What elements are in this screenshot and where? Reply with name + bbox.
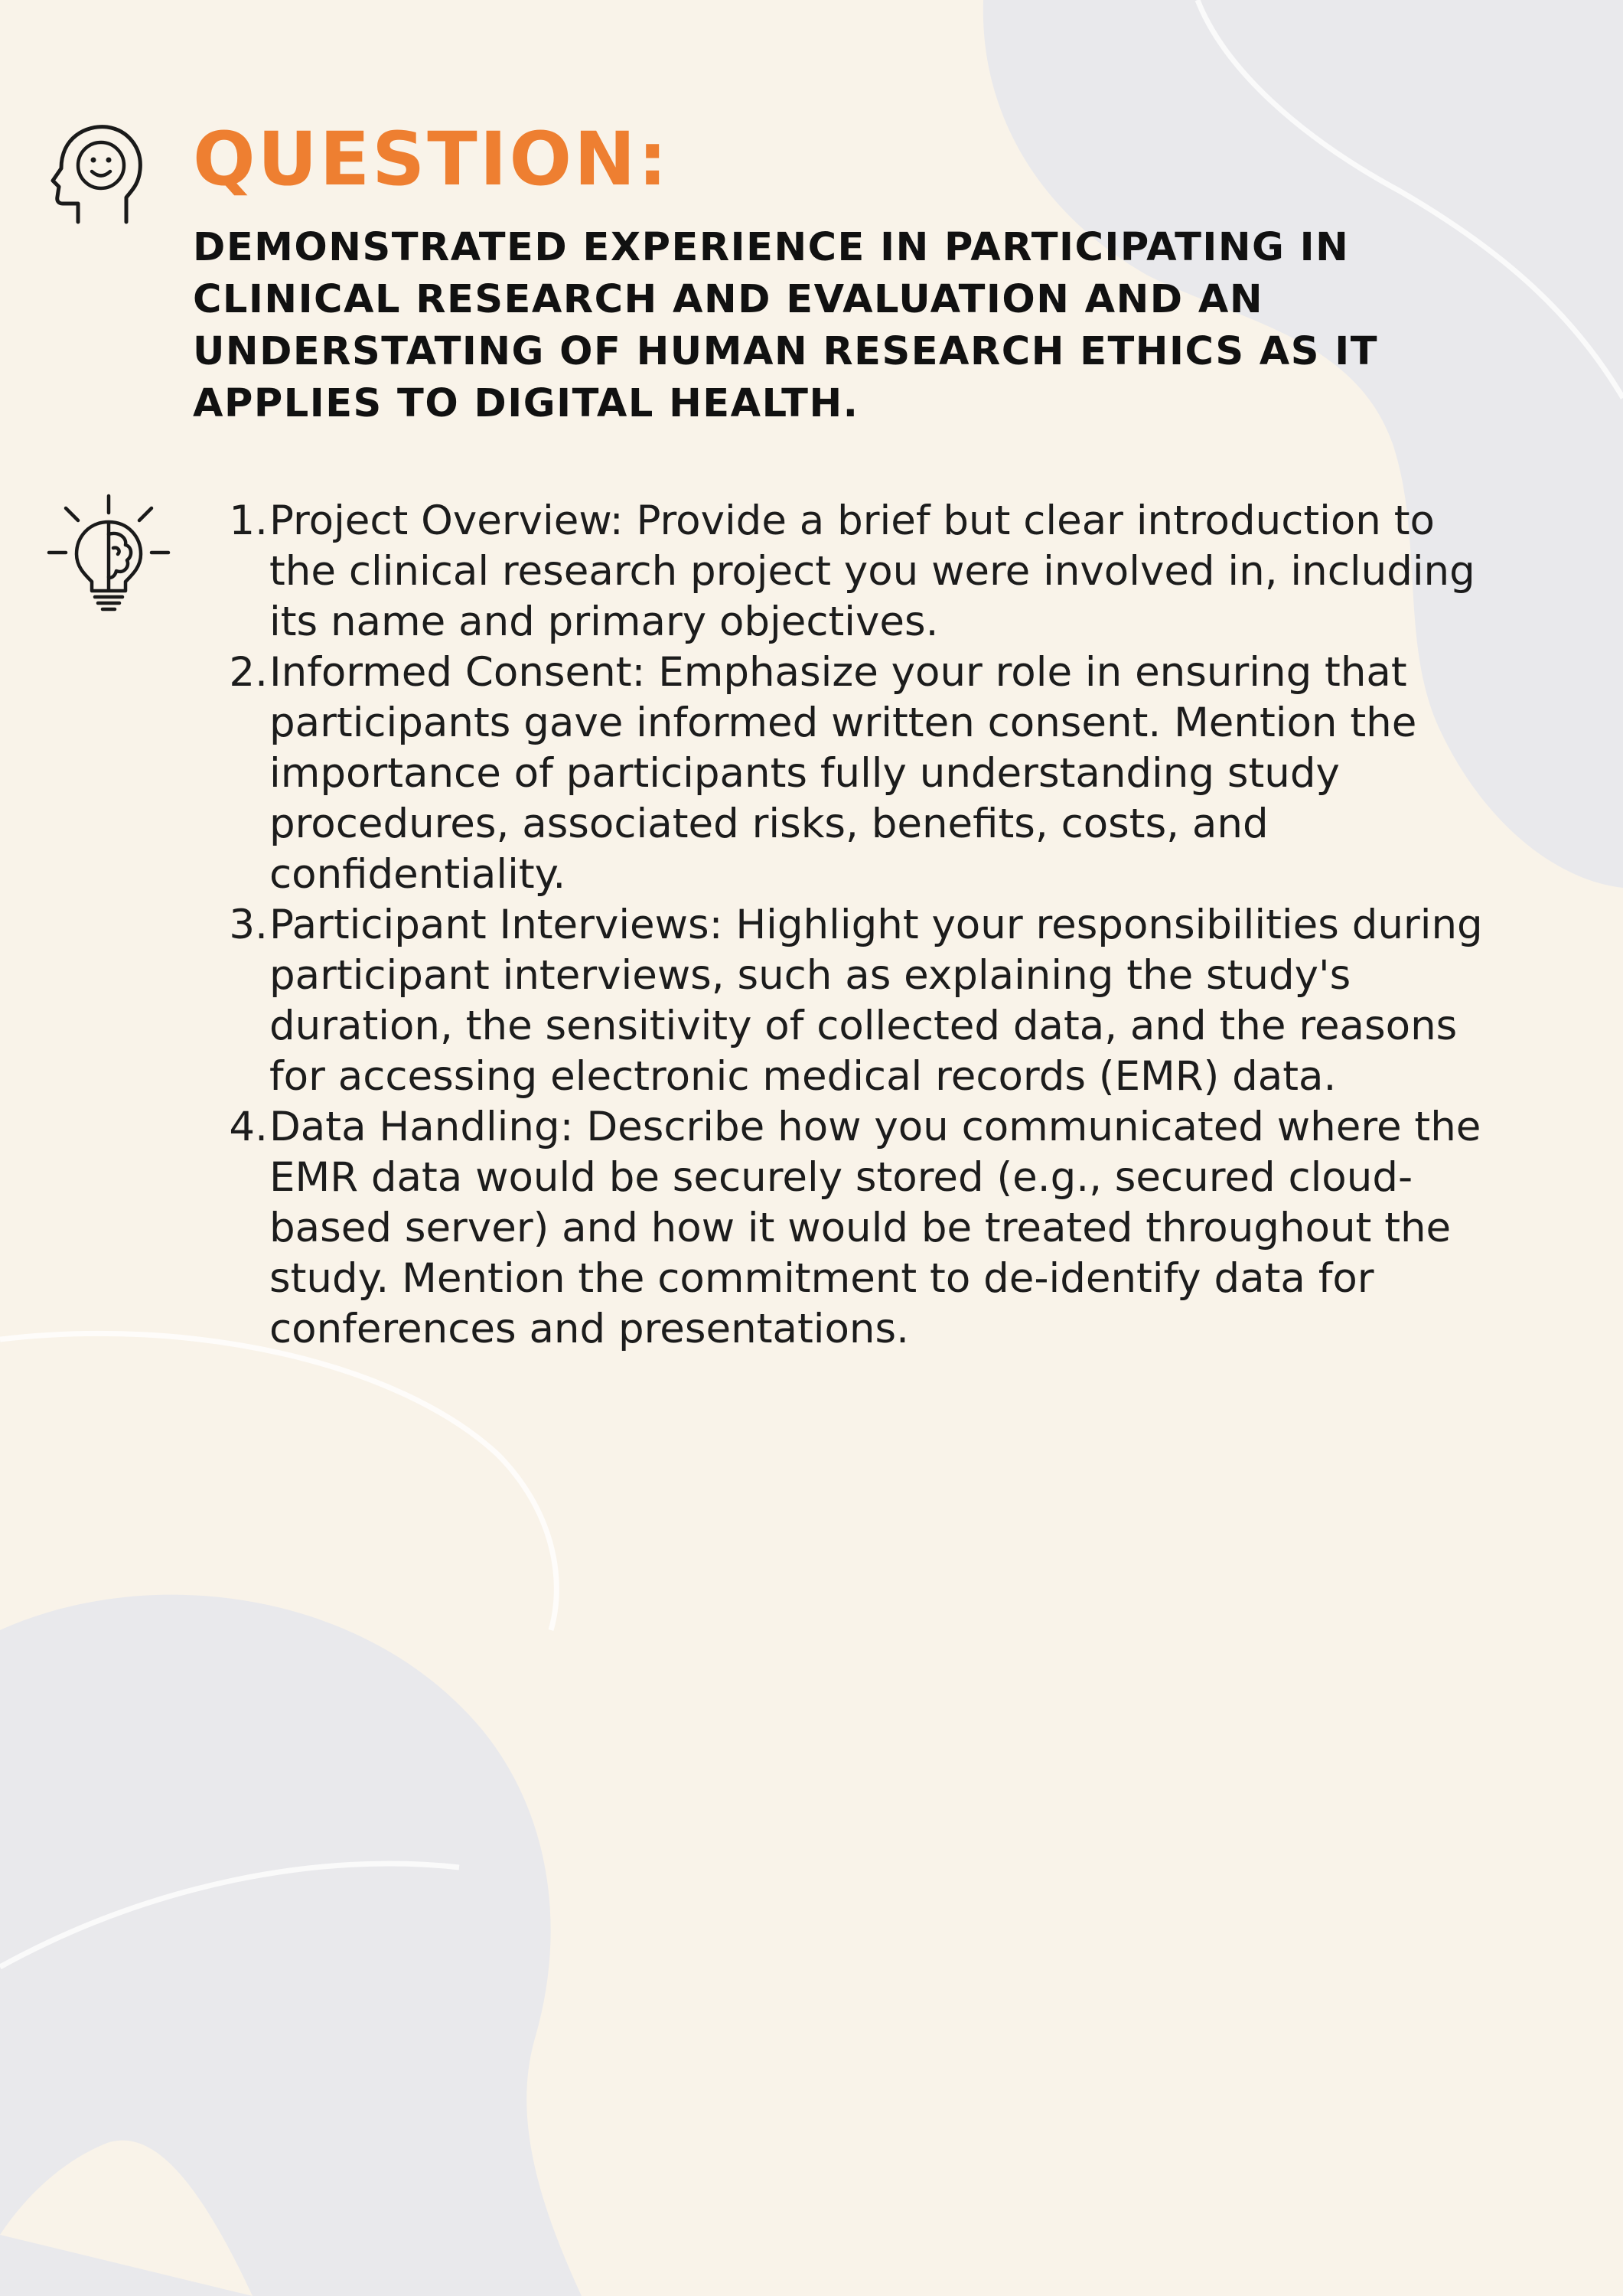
list-item-text: Informed Consent: Emphasize your role in ensuring that participants gave informed written consent. Mention the importance of participants fully understanding study procedures, associated risks, benefits, costs, and confidentiality. [269,649,1417,898]
left-swoosh [0,1333,556,1630]
list-item [222,496,1484,647]
question-text: DEMONSTRATED EXPERIENCE IN PARTICIPATING IN CLINICAL RESEARCH AND EVALUATION AND AN UNDERSTATING OF HUMAN RESEARCH ETHICS AS IT APPLIES TO DIGITAL HEALTH. [193,225,1379,426]
list-item-number: 4. [229,1104,268,1150]
list-item [222,647,1484,900]
list-item-text: Data Handling: Describe how you communicated where the EMR data would be securely stored (e.g., secured cloud-based server) and how it would be treated throughout the study. Mention the commitment to de-identify data for conferences and presentations. [269,1104,1481,1352]
head-smile-icon [46,121,145,228]
question-title: QUESTION: [193,116,670,202]
list-item [222,1102,1484,1355]
list-item-number: 2. [229,649,268,696]
list-item-text: Project Overview: Provide a brief but clear introduction to the clinical research project you were involved in, including its name and primary objectives. [269,497,1475,645]
list-item-number: 1. [229,497,268,544]
guidance-list [222,496,1484,1355]
list-item-text: Participant Interviews: Highlight your responsibilities during participant interviews, such as explaining the study's duration, the sensitivity of collected data, and the reasons for accessing electronic medical records (EMR) data. [269,902,1483,1100]
lightbulb-brain-icon [44,493,173,615]
list-item-number: 3. [229,902,268,948]
list-item [222,900,1484,1102]
